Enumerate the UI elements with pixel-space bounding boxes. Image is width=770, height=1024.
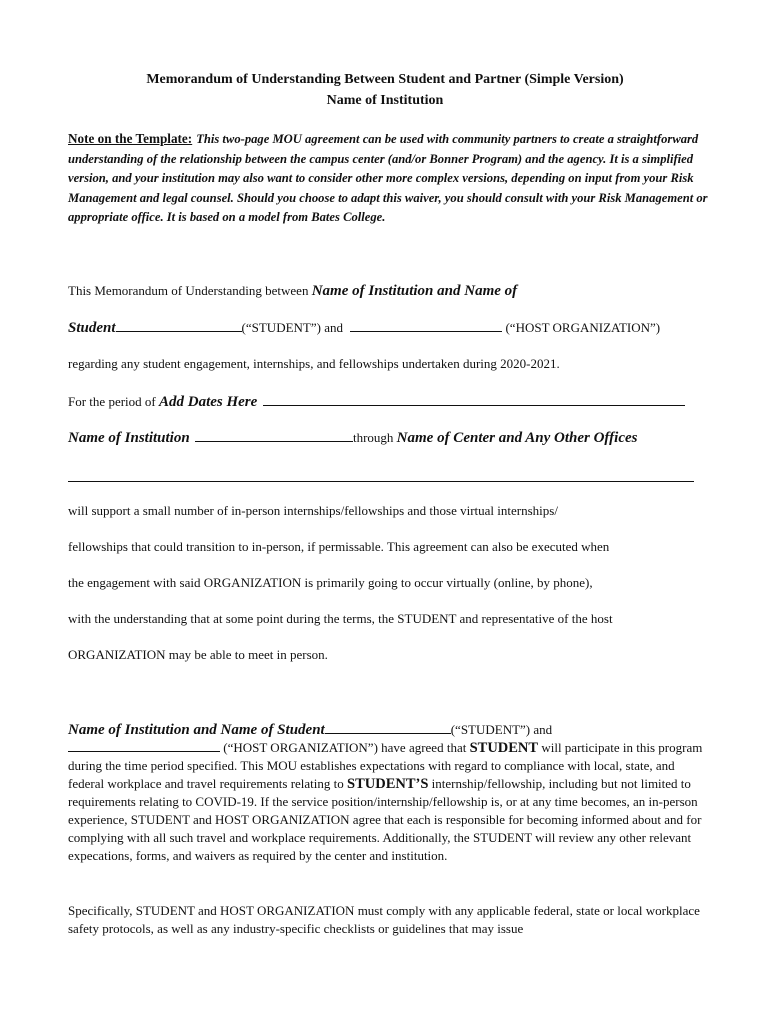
agreement-host-tag: (“HOST ORGANIZATION”) have agreed that [223, 740, 470, 755]
institution-blank[interactable] [195, 429, 353, 442]
support-line: will support a small number of in-person internships/fellowships and those virtual internships/ [68, 503, 558, 518]
template-note-lead: Note on the Template: [68, 131, 193, 146]
host-organization-tag: (“HOST ORGANIZATION”) [505, 320, 661, 335]
student-field-label: Student [68, 320, 116, 336]
agreement-paragraph [68, 739, 708, 865]
intro-line-1 [68, 283, 517, 300]
specifically-paragraph: Specifically, STUDENT and HOST ORGANIZATION must comply with any applicable federal, state or local workplace safety protocols, as well as any industry-specific checklists or guidelines that may issue [68, 903, 700, 936]
student-name-blank[interactable] [116, 319, 242, 332]
period-prefix: For the period of [68, 394, 159, 409]
agreement-text-2: internship/fellowship, including but not limited to requirements relating to COVID-19. If the service position/internship/fellowship is, or at any time becomes, an in-person experience, STUDENT and HOST ORGANIZATION agree that each is responsible for becoming informed about and for complying with all such travel and workplace requirements. Additionally, the STUDENT will review any other relevant expecations, forms, and waivers as required by the center and institution. [68, 776, 702, 863]
agreement-student-bold: STUDENT [469, 740, 539, 756]
institution-subtitle: Name of Institution [326, 93, 444, 108]
host-organization-blank[interactable] [350, 319, 502, 332]
institution-center-line [68, 429, 637, 447]
through-text: through [352, 430, 397, 445]
agreement-text-1: will participate in this program during the time period specified. This MOU establishes expectations with regard to compliance with local, state, and federal workplace and travel requirements relating to [68, 740, 703, 791]
institution-student-field[interactable]: Name of Institution and Name of [311, 283, 518, 299]
dates-field[interactable]: Add Dates Here [158, 394, 258, 410]
period-line [68, 393, 685, 411]
agreement-host-blank[interactable] [68, 739, 220, 752]
offices-blank-line[interactable] [68, 481, 694, 482]
institution-field[interactable]: Name of Institution [68, 430, 190, 446]
agreement-institution-student-field[interactable]: Name of Institution and Name of Student [68, 722, 325, 738]
intro-prefix: This Memorandum of Understanding between [68, 283, 312, 298]
center-offices-field[interactable]: Name of Center and Any Other Offices [396, 430, 638, 446]
student-tag: (“STUDENT”) and [241, 320, 343, 335]
agreement-student-tag: (“STUDENT”) and [450, 722, 553, 737]
support-line: with the understanding that at some point during the terms, the STUDENT and representative of the host [68, 611, 613, 626]
document-title: Memorandum of Understanding Between Student and Partner (Simple Version) [146, 72, 624, 87]
intro-line-2 [68, 319, 660, 337]
template-note-body: This two-page MOU agreement can be used with community partners to create a straightforward understanding of the relationship between the campus center (and/or Bonner Program) and the agency. It is a simplified version, and your institution may also want to consider other more complex versions, depending on input from your Risk Management and legal counsel. Should you choose to adapt this waiver, you should consult with your Risk Management or appropriate office. It is based on a model from Bates College. [68, 132, 708, 224]
dates-blank[interactable] [263, 393, 685, 406]
support-line: the engagement with said ORGANIZATION is primarily going to occur virtually (online, by phone), [68, 575, 593, 590]
support-line: ORGANIZATION may be able to meet in person. [68, 647, 328, 662]
support-line: fellowships that could transition to in-person, if permissable. This agreement can also be executed when [68, 539, 610, 554]
intro-line-3: regarding any student engagement, internships, and fellowships undertaken during 2020-2021. [68, 356, 560, 371]
agreement-students-bold: STUDENT’S [347, 776, 429, 792]
agreement-student-blank[interactable] [325, 721, 451, 734]
template-note [68, 129, 708, 228]
agreement-line-1 [68, 721, 552, 739]
